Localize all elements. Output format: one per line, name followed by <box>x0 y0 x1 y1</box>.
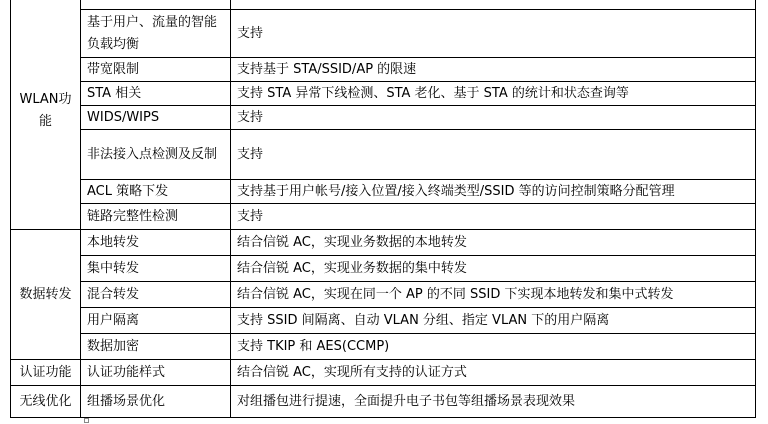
feature-cell <box>81 0 231 10</box>
description-cell: 结合信锐 AC，实现在同一个 AP 的不同 SSID 下实现本地转发和集中式转发 <box>231 282 756 308</box>
description-cell: 结合信锐 AC，实现业务数据的集中转发 <box>231 256 756 282</box>
category-cell: 认证功能 <box>11 360 81 386</box>
feature-cell: WIDS/WIPS <box>81 106 231 130</box>
feature-cell: 用户隔离 <box>81 308 231 334</box>
table-row <box>11 204 756 230</box>
table-row <box>11 386 756 418</box>
category-cell: 无线优化 <box>11 386 81 418</box>
table-row <box>11 360 756 386</box>
description-cell: 支持 SSID 间隔离、自动 VLAN 分组、指定 VLAN 下的用户隔离 <box>231 308 756 334</box>
feature-cell: 链路完整性检测 <box>81 204 231 230</box>
description-cell <box>231 0 756 10</box>
table-row <box>11 10 756 58</box>
feature-cell: STA 相关 <box>81 82 231 106</box>
description-cell: 支持 <box>231 204 756 230</box>
category-cell: WLAN功能 <box>11 0 81 230</box>
table-row <box>11 282 756 308</box>
feature-cell: 本地转发 <box>81 230 231 256</box>
description-cell: 支持基于用户帐号/接入位置/接入终端类型/SSID 等的访问控制策略分配管理 <box>231 180 756 204</box>
table-row <box>11 230 756 256</box>
table-row <box>11 308 756 334</box>
description-cell: 对组播包进行提速，全面提升电子书包等组播场景表现效果 <box>231 386 756 418</box>
spec-table <box>10 0 756 418</box>
feature-cell: 基于用户、流量的智能负载均衡 <box>81 10 231 58</box>
description-cell: 结合信锐 AC，实现所有支持的认证方式 <box>231 360 756 386</box>
feature-cell: 数据加密 <box>81 334 231 360</box>
category-cell: 数据转发 <box>11 230 81 360</box>
table-row <box>11 82 756 106</box>
table-row <box>11 180 756 204</box>
description-cell: 支持基于 STA/SSID/AP 的限速 <box>231 58 756 82</box>
description-cell: 支持 <box>231 130 756 180</box>
table-row <box>11 334 756 360</box>
description-cell: 结合信锐 AC，实现业务数据的本地转发 <box>231 230 756 256</box>
cell-anchor-mark <box>84 418 89 423</box>
feature-cell: 混合转发 <box>81 282 231 308</box>
feature-cell: 带宽限制 <box>81 58 231 82</box>
feature-cell: ACL 策略下发 <box>81 180 231 204</box>
description-cell: 支持 <box>231 106 756 130</box>
feature-cell: 集中转发 <box>81 256 231 282</box>
feature-cell: 非法接入点检测及反制 <box>81 130 231 180</box>
table-row <box>11 58 756 82</box>
table-row <box>11 106 756 130</box>
description-cell: 支持 STA 异常下线检测、STA 老化、基于 STA 的统计和状态查询等 <box>231 82 756 106</box>
table-row <box>11 130 756 180</box>
feature-cell: 组播场景优化 <box>81 386 231 418</box>
feature-cell: 认证功能样式 <box>81 360 231 386</box>
description-cell: 支持 TKIP 和 AES(CCMP) <box>231 334 756 360</box>
table-row <box>11 256 756 282</box>
table-row <box>11 0 756 10</box>
description-cell: 支持 <box>231 10 756 58</box>
